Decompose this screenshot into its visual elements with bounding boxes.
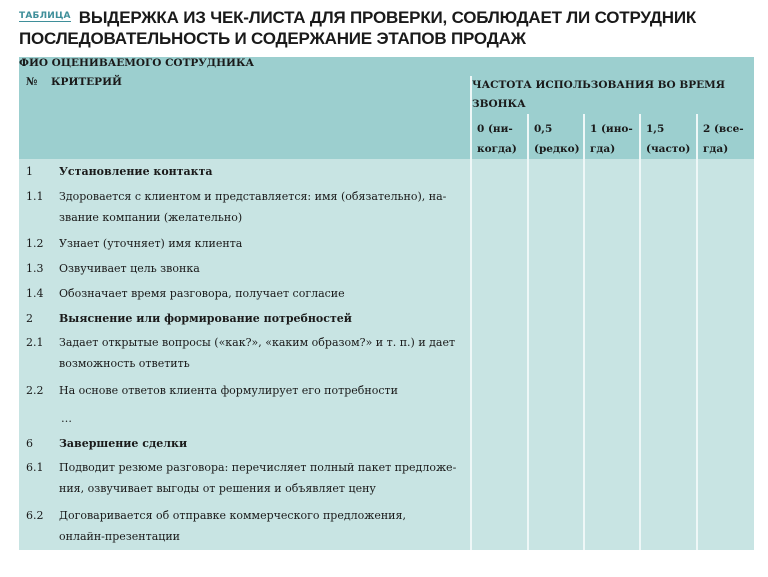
score-cell[interactable] (528, 306, 584, 330)
row-number: 6.2 (26, 509, 44, 522)
score-cell[interactable] (697, 455, 754, 503)
row-number: 1 (26, 165, 33, 178)
criterion-text (51, 455, 470, 499)
score-cell[interactable] (584, 455, 640, 503)
score-cell[interactable] (471, 406, 528, 431)
score-cell[interactable] (584, 231, 640, 256)
score-label-sub: когда) (477, 143, 517, 155)
criterion-line: Договаривается об отправке коммерческого предложения, (59, 509, 406, 522)
criterion-text (51, 281, 470, 304)
header-row (19, 76, 754, 114)
criterion-line: Завершение сделки (59, 437, 188, 450)
employee-row (19, 57, 754, 76)
score-cell[interactable] (471, 330, 528, 378)
criterion-line: звание компании (желательно) (59, 211, 243, 224)
score-cell[interactable] (584, 159, 640, 184)
col-frequency-header: ЧАСТОТА ИСПОЛЬЗОВАНИЯ ВО ВРЕМЯ ЗВОНКА (471, 76, 754, 114)
row-number: 6.1 (26, 461, 44, 474)
table-row (19, 431, 754, 455)
criterion-line: Здоровается с клиентом и представляется: имя (обязательно), на- (59, 190, 447, 203)
criterion-line: онлайн-презентации (59, 530, 180, 543)
score-cell[interactable] (697, 231, 754, 256)
score-cell[interactable] (584, 406, 640, 431)
score-cell[interactable] (584, 503, 640, 550)
score-cell[interactable] (528, 431, 584, 455)
table-row (19, 378, 754, 406)
score-cell[interactable] (697, 159, 754, 184)
score-cell[interactable] (471, 159, 528, 184)
table-row (19, 330, 754, 378)
score-label: 1 (ино- (590, 123, 633, 135)
criterion-line: Выяснение или формирование потребностей (59, 312, 352, 325)
score-cell[interactable] (584, 256, 640, 281)
criterion-line: Установление контакта (59, 165, 213, 178)
score-cell[interactable] (640, 330, 697, 378)
criterion-text (51, 503, 470, 547)
score-cell[interactable] (528, 159, 584, 184)
table-row (19, 306, 754, 330)
score-label: 1,5 (646, 123, 665, 135)
score-cell[interactable] (584, 281, 640, 306)
criterion-line: … (61, 412, 72, 425)
score-cell[interactable] (697, 256, 754, 281)
score-cell[interactable] (584, 330, 640, 378)
score-cell[interactable] (584, 306, 640, 330)
score-cell[interactable] (471, 231, 528, 256)
score-cell[interactable] (640, 231, 697, 256)
score-cell[interactable] (640, 159, 697, 184)
score-cell[interactable] (584, 184, 640, 231)
row-number: 6 (26, 437, 33, 450)
score-cell[interactable] (471, 378, 528, 406)
table-row (19, 256, 754, 281)
score-cell[interactable] (697, 330, 754, 378)
score-header-4 (697, 114, 754, 159)
score-label: 0,5 (534, 123, 553, 135)
score-cell[interactable] (528, 330, 584, 378)
score-cell[interactable] (528, 184, 584, 231)
table-row (19, 455, 754, 503)
score-cell[interactable] (471, 503, 528, 550)
criterion-text (51, 184, 470, 228)
score-cell[interactable] (528, 256, 584, 281)
row-number: 2.1 (26, 336, 44, 349)
col-num-header: № (26, 76, 38, 88)
row-number: 1.1 (26, 190, 44, 203)
criterion-line: возможность ответить (59, 357, 190, 370)
table-row (19, 184, 754, 231)
table-row (19, 281, 754, 306)
row-number: 1.2 (26, 237, 44, 250)
score-label: 0 (ни- (477, 123, 513, 135)
score-cell[interactable] (584, 378, 640, 406)
score-label-sub: (часто) (646, 143, 691, 155)
page-title: ВЫДЕРЖКА ИЗ ЧЕК-ЛИСТА ДЛЯ ПРОВЕРКИ, СОБЛЮДАЕТ ЛИ СОТРУДНИК (78, 8, 697, 27)
score-cell[interactable] (528, 281, 584, 306)
employee-label: ФИО ОЦЕНИВАЕМОГО СОТРУДНИКА (19, 57, 255, 69)
criterion-text (51, 378, 470, 401)
score-cell[interactable] (528, 231, 584, 256)
score-cell[interactable] (471, 281, 528, 306)
table-row (19, 503, 754, 550)
score-cell[interactable] (697, 184, 754, 231)
score-cell[interactable] (640, 455, 697, 503)
score-label-sub: гда) (703, 143, 729, 155)
criterion-line: Подводит резюме разговора: перечисляет полный пакет предложе- (59, 461, 457, 474)
col-criterion-header: КРИТЕРИЙ (51, 76, 122, 88)
score-cell[interactable] (471, 455, 528, 503)
row-number: 1.4 (26, 287, 44, 300)
table-tag: ТАБЛИЦА (19, 11, 71, 21)
score-cell[interactable] (528, 455, 584, 503)
criterion-text (51, 231, 470, 254)
score-cell[interactable] (471, 184, 528, 231)
criterion-line: ния, озвучивает выгоды от решения и объявляет цену (59, 482, 376, 495)
criterion-line: Озвучивает цель звонка (59, 262, 200, 275)
criterion-line: Задает открытые вопросы («как?», «каким образом?» и т. п.) и дает (59, 336, 456, 349)
table-row (19, 406, 754, 431)
table-row (19, 159, 754, 184)
criterion-text (51, 406, 470, 429)
score-cell[interactable] (697, 378, 754, 406)
criterion-text (51, 330, 470, 374)
score-cell[interactable] (697, 431, 754, 455)
score-label-sub: (редко) (534, 143, 580, 155)
criterion-line: Обозначает время разговора, получает согласие (59, 287, 345, 300)
score-cell[interactable] (528, 378, 584, 406)
score-cell[interactable] (697, 503, 754, 550)
score-cell[interactable] (528, 503, 584, 550)
row-number: 2.2 (26, 384, 44, 397)
criterion-text (51, 256, 470, 279)
score-cell[interactable] (640, 281, 697, 306)
criterion-line: Узнает (уточняет) имя клиента (59, 237, 243, 250)
score-cell[interactable] (528, 406, 584, 431)
score-cell[interactable] (640, 306, 697, 330)
score-header-2 (584, 114, 640, 159)
score-cell[interactable] (640, 431, 697, 455)
score-label-sub: гда) (590, 143, 616, 155)
score-cell[interactable] (640, 378, 697, 406)
score-cell[interactable] (471, 306, 528, 330)
score-cell[interactable] (640, 503, 697, 550)
score-label: 2 (все- (703, 123, 744, 135)
score-header-1 (528, 114, 584, 159)
criterion-text (51, 431, 470, 454)
page-title-line2: ПОСЛЕДОВАТЕЛЬНОСТЬ И СОДЕРЖАНИЕ ЭТАПОВ ПРОДАЖ (19, 29, 526, 48)
score-cell[interactable] (640, 184, 697, 231)
criterion-text (51, 159, 470, 182)
score-cell[interactable] (697, 406, 754, 431)
checklist-table (19, 57, 754, 550)
score-header-0 (471, 114, 528, 159)
row-number: 1.3 (26, 262, 44, 275)
criterion-line: На основе ответов клиента формулирует его потребности (59, 384, 398, 397)
score-header-3 (640, 114, 697, 159)
score-cell[interactable] (640, 406, 697, 431)
title-block (0, 0, 768, 56)
score-cell[interactable] (640, 256, 697, 281)
score-cell[interactable] (697, 281, 754, 306)
table-row (19, 231, 754, 256)
criterion-text (51, 306, 470, 329)
score-cell[interactable] (471, 431, 528, 455)
score-cell[interactable] (697, 306, 754, 330)
score-cell[interactable] (584, 431, 640, 455)
score-cell[interactable] (471, 256, 528, 281)
row-number: 2 (26, 312, 33, 325)
row-number (19, 406, 51, 408)
